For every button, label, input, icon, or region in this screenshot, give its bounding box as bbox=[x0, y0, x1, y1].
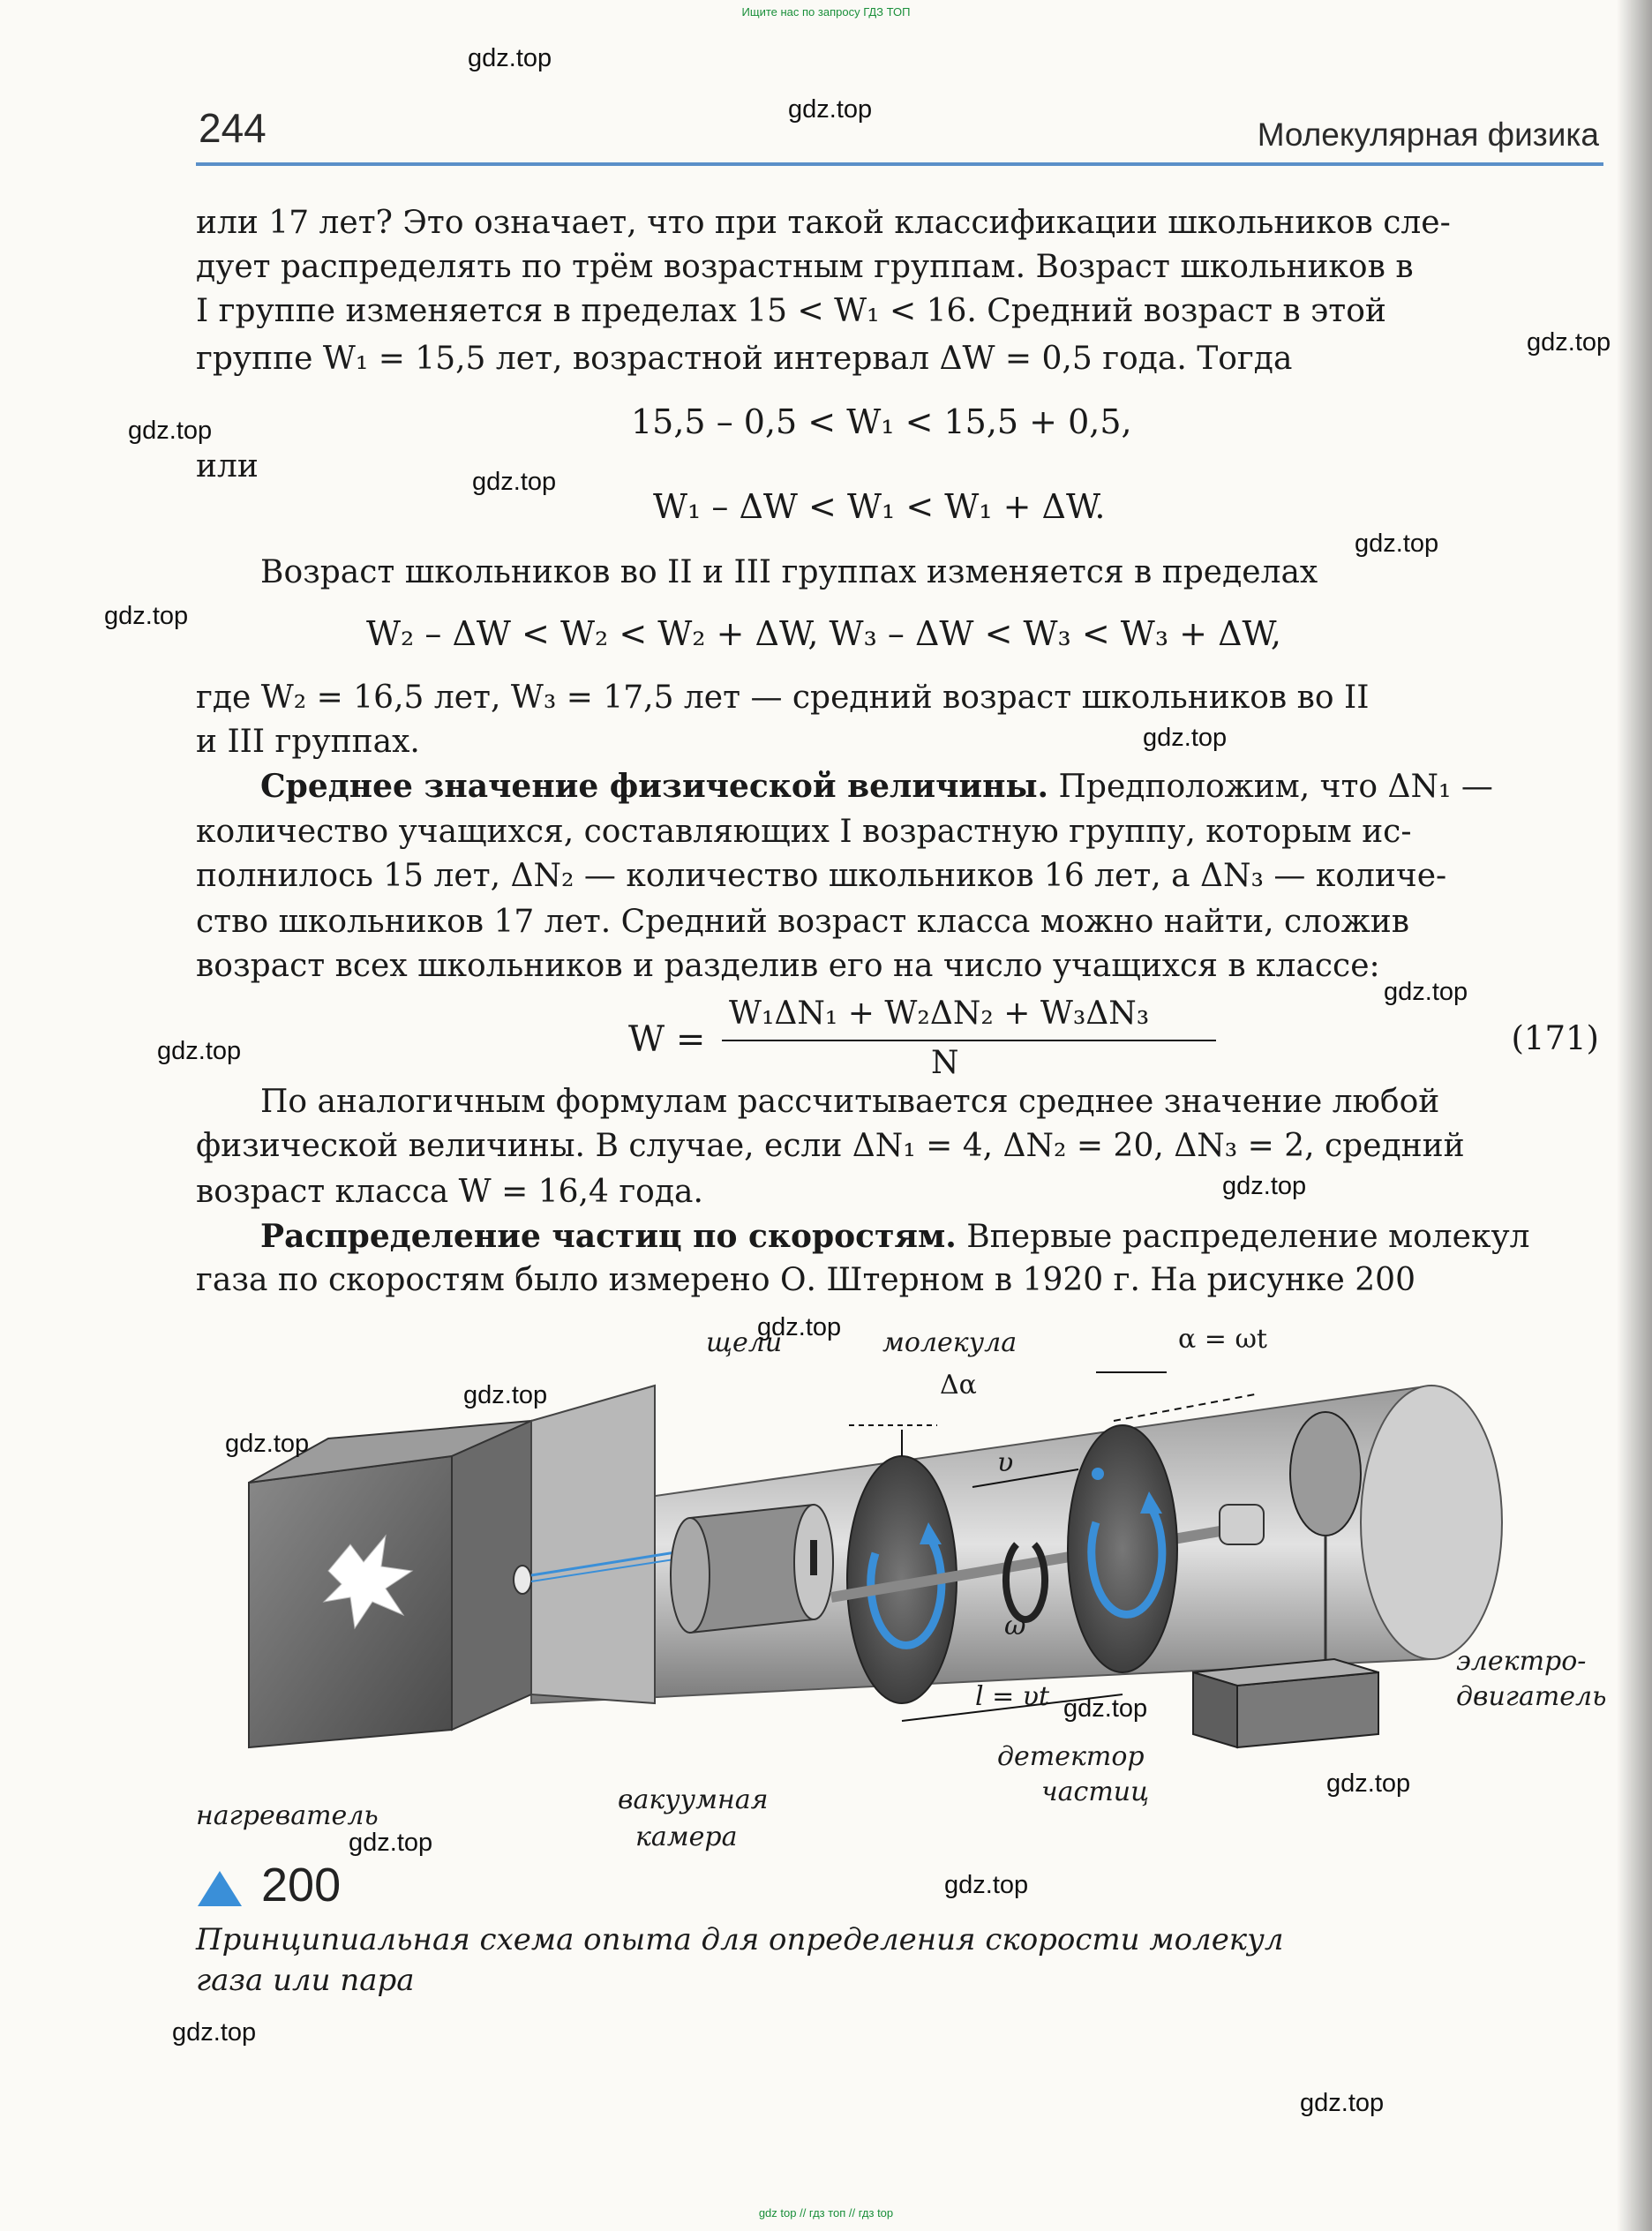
text-line: дует распределять по трём возрастным группам. Возраст школьников в bbox=[196, 249, 1414, 285]
watermark: gdz.top bbox=[1063, 1694, 1148, 1723]
text-line: I группе изменяется в пределах 15 < W₁ < 16. Средний возраст в этой bbox=[196, 293, 1386, 329]
text-line: или 17 лет? Это означает, что при такой классификации школьников сле- bbox=[196, 205, 1451, 241]
label-dalpha: Δα bbox=[940, 1370, 977, 1401]
bold-term: Распределение частиц по скоростям. bbox=[260, 1218, 957, 1255]
bold-term: Среднее значение физической величины. bbox=[260, 768, 1049, 805]
text-line: группе W₁ = 15,5 лет, возрастной интервал ΔW = 0,5 года. Тогда bbox=[196, 341, 1293, 377]
text-line: и III группах. bbox=[196, 724, 420, 760]
equation-denominator: N bbox=[931, 1045, 959, 1081]
text-line: физической величины. В случае, если ΔN₁ = 4, ΔN₂ = 20, ΔN₃ = 2, средний bbox=[196, 1128, 1465, 1164]
watermark: gdz.top bbox=[472, 468, 557, 496]
watermark: gdz.top bbox=[1326, 1769, 1411, 1798]
figure-triangle-icon bbox=[196, 1869, 244, 1908]
watermark: gdz.top bbox=[157, 1037, 242, 1065]
header-rule bbox=[196, 162, 1603, 166]
text-line: ство школьников 17 лет. Средний возраст класса можно найти, сложив bbox=[196, 904, 1410, 940]
label-motor-1: электро- bbox=[1456, 1646, 1587, 1677]
watermark: gdz.top bbox=[225, 1430, 310, 1458]
page-number: 244 bbox=[199, 105, 267, 151]
watermark: gdz.top bbox=[128, 417, 213, 445]
watermark: gdz.top bbox=[172, 2018, 257, 2047]
section-title: Молекулярная физика bbox=[1257, 116, 1599, 153]
bottom-note: gdz top // гдз топ // гдз top bbox=[758, 2206, 894, 2220]
page-edge-shadow bbox=[1617, 0, 1652, 2231]
label-chamber-2: камера bbox=[635, 1822, 738, 1852]
fraction-bar bbox=[722, 1040, 1216, 1041]
figure-number: 200 bbox=[261, 1859, 342, 1912]
formula-2: W₁ – ΔW < W₁ < W₁ + ΔW. bbox=[653, 487, 1106, 526]
equation-lhs: W = bbox=[628, 1019, 706, 1060]
text-line: газа по скоростям было измерено О. Штерном в 1920 г. На рисунке 200 bbox=[196, 1262, 1415, 1298]
label-heater: нагреватель bbox=[196, 1800, 379, 1831]
equation-numerator: W₁ΔN₁ + W₂ΔN₂ + W₃ΔN₃ bbox=[729, 995, 1150, 1032]
label-detector-1: детектор bbox=[997, 1741, 1145, 1772]
watermark: gdz.top bbox=[468, 44, 552, 72]
watermark: gdz.top bbox=[463, 1381, 548, 1409]
text-line: где W₂ = 16,5 лет, W₃ = 17,5 лет — средний возраст школьников во II bbox=[196, 680, 1370, 716]
text-line: Распределение частиц по скоростям. Впервые распределение молекул bbox=[260, 1218, 1530, 1255]
watermark: gdz.top bbox=[1222, 1172, 1307, 1200]
watermark: gdz.top bbox=[944, 1871, 1029, 1899]
label-motor-2: двигатель bbox=[1456, 1681, 1607, 1712]
label-alpha: α = ωt bbox=[1178, 1324, 1267, 1355]
label-omega: ω bbox=[1004, 1611, 1026, 1641]
watermark: gdz.top bbox=[1527, 328, 1611, 357]
text-line: Среднее значение физической величины. Предположим, что ΔN₁ — bbox=[260, 768, 1493, 805]
label-velocity: υ bbox=[997, 1447, 1014, 1478]
top-note: Ищите нас по запросу ГДЗ ТОП bbox=[741, 5, 911, 19]
formula-3: W₂ – ΔW < W₂ < W₂ + ΔW, W₃ – ΔW < W₃ < W₃ + ΔW, bbox=[366, 614, 1282, 653]
text-line: количество учащихся, составляющих I возрастную группу, которым ис- bbox=[196, 814, 1412, 850]
text-line: полнилось 15 лет, ΔN₂ — количество школьников 16 лет, а ΔN₃ — количе- bbox=[196, 858, 1447, 894]
watermark: gdz.top bbox=[1355, 530, 1439, 558]
text-line: или bbox=[196, 448, 259, 485]
text-line: По аналогичным формулам рассчитывается среднее значение любой bbox=[260, 1084, 1440, 1120]
text-line: Возраст школьников во II и III группах изменяется в пределах bbox=[260, 554, 1318, 590]
formula-1: 15,5 – 0,5 < W₁ < 15,5 + 0,5, bbox=[631, 402, 1132, 441]
watermark: gdz.top bbox=[788, 95, 873, 124]
watermark: gdz.top bbox=[757, 1313, 842, 1341]
watermark: gdz.top bbox=[1300, 2089, 1385, 2117]
figure-caption: Принципиальная схема опыта для определения скорости молекул газа или пара bbox=[196, 1922, 1284, 1998]
label-chamber-1: вакуумная bbox=[618, 1784, 769, 1815]
label-length: l = υt bbox=[975, 1681, 1050, 1712]
watermark: gdz.top bbox=[104, 602, 189, 630]
label-slits: щели bbox=[706, 1327, 783, 1358]
watermark: gdz.top bbox=[349, 1829, 433, 1857]
label-molecule: молекула bbox=[882, 1327, 1017, 1358]
watermark: gdz.top bbox=[1384, 978, 1468, 1006]
text-line: возраст всех школьников и разделив его на число учащихся в классе: bbox=[196, 948, 1380, 984]
watermark: gdz.top bbox=[1143, 724, 1228, 752]
equation-number: (171) bbox=[1511, 1019, 1599, 1057]
label-detector-2: частиц bbox=[1041, 1777, 1150, 1807]
text-line: возраст класса W = 16,4 года. bbox=[196, 1174, 703, 1210]
